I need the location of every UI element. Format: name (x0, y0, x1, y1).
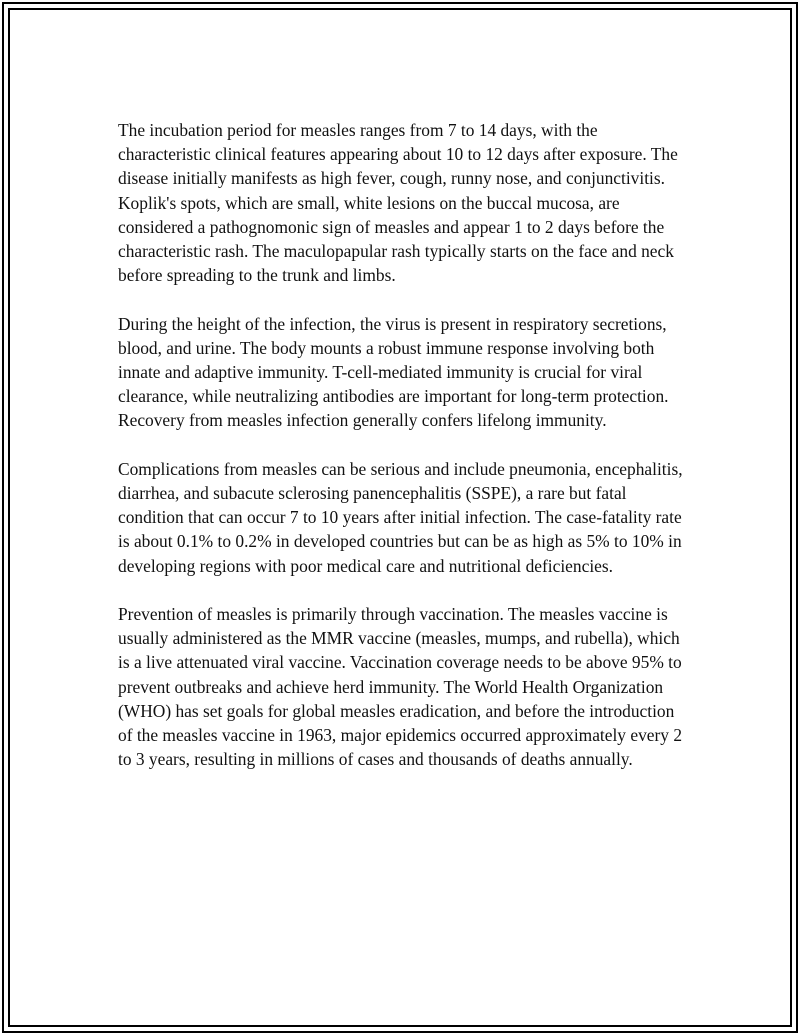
paragraph-immune-response: During the height of the infection, the virus is present in respiratory secretions, blood, and urine. The body mounts a robust immune response involving both innate and adaptive immunity. T-cell-mediated immunity is crucial for viral clearance, while neutralizing antibodies are important for long-term protection. Recovery from measles infection generally confers lifelong immunity. (118, 313, 669, 431)
paragraph-complications: Complications from measles can be serious and include pneumonia, encephalitis, diarrhea, and subacute sclerosing panencephalitis (SSPE), a rare but fatal condition that can occur 7 to 10 years after initial infection. The case-fatality rate is about 0.1% to 0.2% in developed countries but can be as high as 5% to 10% in developing regions with poor medical care and nutritional deficiencies. (118, 458, 683, 576)
document-body (118, 118, 690, 796)
paragraph-prevention: Prevention of measles is primarily through vaccination. The measles vaccine is usually administered as the MMR vaccine (measles, mumps, and rubella), which is a live attenuated viral vaccine. Vaccination coverage needs to be above 95% to prevent outbreaks and achieve herd immunity. The World Health Organization (WHO) has set goals for global measles eradication, and before the introduction of the measles vaccine in 1963, major epidemics occurred approximately every 2 to 3 years, resulting in millions of cases and thousands of deaths annually. (118, 604, 683, 770)
paragraph-incubation: The incubation period for measles ranges from 7 to 14 days, with the characteristic clinical features appearing about 10 to 12 days after exposure. The disease initially manifests as high fever, cough, runny nose, and conjunctivitis. Koplik's spots, which are small, white lesions on the buccal mucosa, are considered a pathognomonic sign of measles and appear 1 to 2 days before the characteristic rash. The maculopapular rash typically starts on the face and neck before spreading to the trunk and limbs. (118, 120, 678, 286)
